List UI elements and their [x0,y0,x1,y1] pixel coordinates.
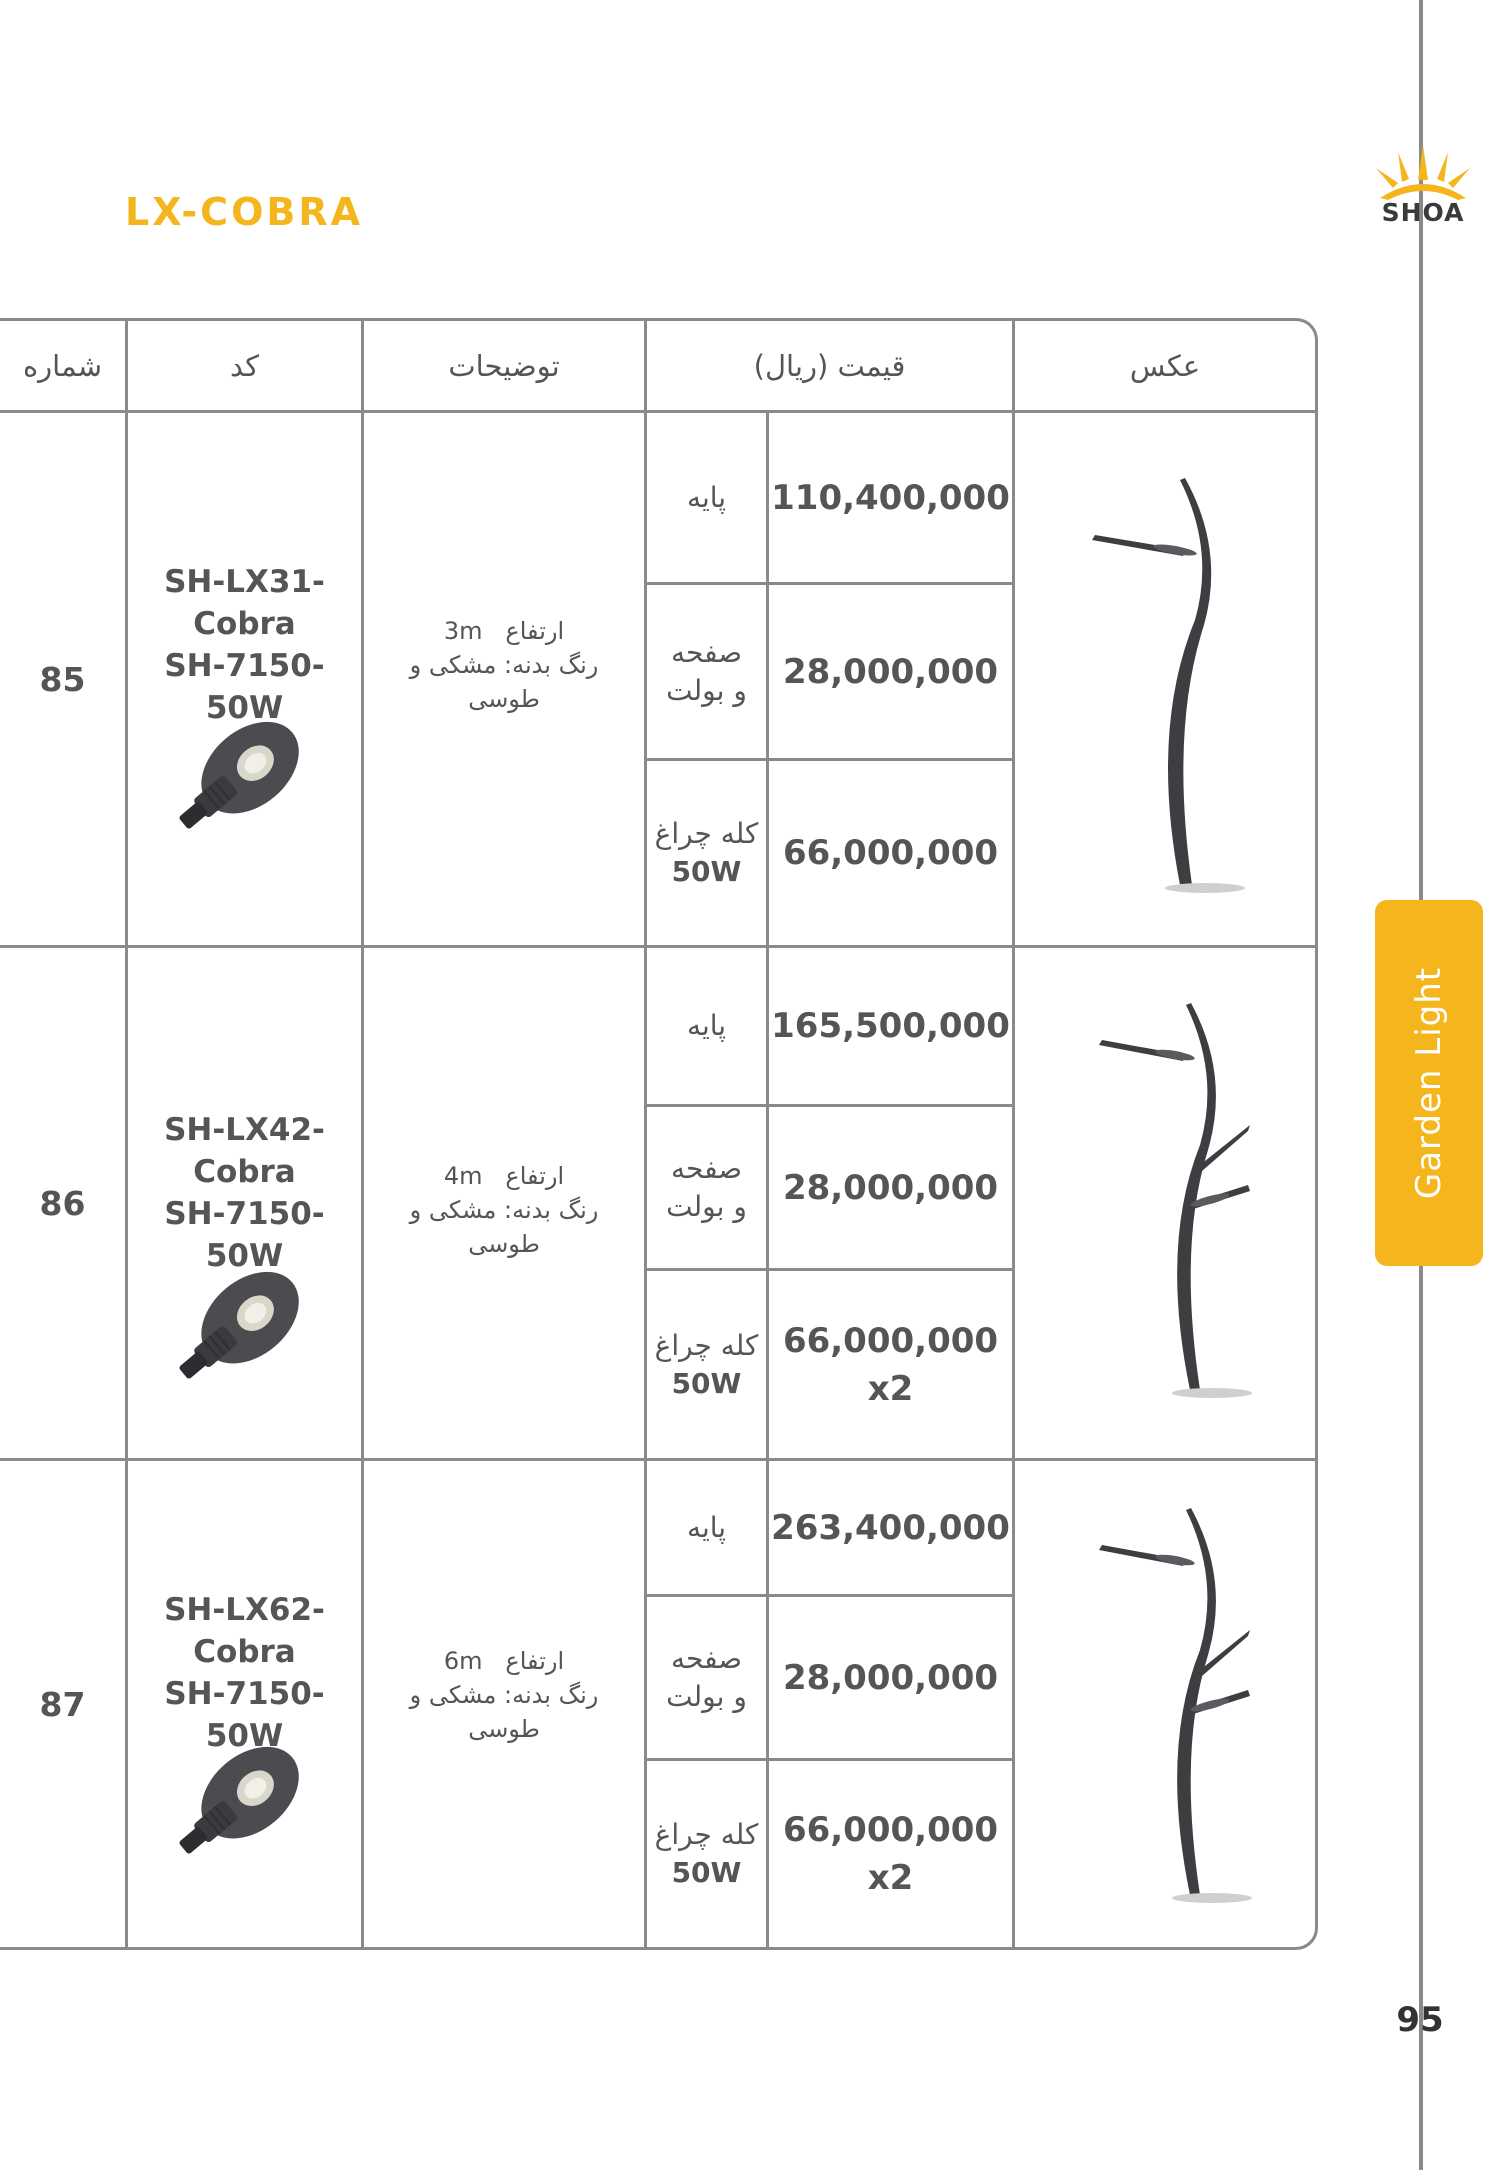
price-type-label: کله چراغ [654,1818,759,1851]
price-value [769,413,1012,582]
price-value [769,585,1012,758]
row-number: 86 [39,1183,86,1223]
header-code: کد [229,348,260,383]
page-number: 95 [1396,2000,1444,2040]
led-street-lamp-head-image [165,1740,325,1880]
price-type-label: صفحه [670,635,743,669]
column-divider [1012,318,1015,1950]
price-amount: 66,000,000 [782,1320,999,1361]
price-value [769,1597,1012,1758]
price-type-wattage: 50W [671,1366,742,1400]
price-value [769,1461,1012,1594]
height-label: ارتفاع [505,1647,565,1675]
price-multiplier: x2 [867,1858,914,1898]
product-code [128,1592,361,1754]
price-type-label: صفحه [670,1641,743,1675]
description [364,600,644,730]
price-type [647,1271,766,1458]
header-description: توضیحات [448,348,560,383]
height-value: 3m [443,617,483,645]
product-code-line2: SH-7150-50W [164,1196,325,1274]
price-type-label: پایه [686,480,727,514]
price-multiplier: x2 [867,1368,914,1409]
brand-name: SHOA [1381,198,1465,227]
product-code-line1: SH-LX31-Cobra [164,564,325,642]
description [364,1145,644,1275]
price-value [769,948,1012,1104]
price-amount: 28,000,000 [782,651,999,692]
price-amount: 263,400,000 [771,1507,1010,1548]
product-code [128,1112,361,1274]
header-photo: عکس [1129,348,1201,383]
price-type [647,413,766,582]
color-line1: رنگ بدنه: مشکی و [409,1681,599,1709]
price-type [647,1597,766,1758]
product-code-line2: SH-7150-50W [164,1676,325,1754]
product-code-line2: SH-7150-50W [164,648,325,726]
header-price: قیمت (ریال) [753,348,906,383]
led-street-lamp-head-image [165,715,325,855]
price-type-label-line2: و بولت [666,1679,747,1713]
product-code [128,564,361,726]
height-line [444,614,564,648]
height-value: 4m [443,1162,483,1190]
price-value [769,1761,1012,1947]
height-label: ارتفاع [505,617,565,645]
row-number: 85 [39,659,86,699]
price-value [769,1107,1012,1268]
price-type [647,1107,766,1268]
color-line2: طوسی [468,685,540,713]
price-value [769,761,1012,945]
price-amount: 66,000,000 [782,833,999,873]
price-type-label: صفحه [670,1151,743,1185]
price-type-label: کله چراغ [654,1328,759,1362]
cobra-pole-single-arm-image [1080,470,1260,900]
category-side-tab-label: Garden Light [1409,966,1449,1200]
product-code-line1: SH-LX42-Cobra [164,1112,325,1190]
cobra-pole-double-arm-image [1090,995,1270,1405]
price-type [647,948,766,1104]
price-type-label-line2: و بولت [666,673,747,707]
price-type [647,1761,766,1947]
color-line1: رنگ بدنه: مشکی و [409,651,599,679]
price-type [647,761,766,945]
price-type-wattage: 50W [671,1856,742,1889]
price-type-label: پایه [686,1009,727,1042]
price-amount: 165,500,000 [771,1006,1010,1046]
price-amount: 110,400,000 [771,477,1010,518]
color-line2: طوسی [468,1230,540,1258]
price-amount: 28,000,000 [782,1167,999,1208]
price-amount: 28,000,000 [782,1657,999,1698]
price-value [769,1271,1012,1458]
price-type-label: کله چراغ [654,817,759,850]
height-label: ارتفاع [505,1162,565,1190]
description [364,1630,644,1760]
page-title: LX-COBRA [125,190,364,234]
price-type-label-line2: و بولت [666,1189,747,1223]
row-number: 87 [39,1684,86,1724]
led-street-lamp-head-image [165,1265,325,1405]
price-type-label: پایه [686,1510,727,1544]
header-number: شماره [22,348,103,383]
price-type [647,585,766,758]
price-amount: 66,000,000 [782,1810,999,1850]
category-side-tab [1375,900,1483,1266]
price-type [647,1461,766,1594]
price-type-wattage: 50W [671,855,742,888]
product-code-line1: SH-LX62-Cobra [164,1592,325,1670]
height-value: 6m [443,1647,483,1675]
height-line [444,1644,564,1678]
height-line [444,1159,564,1193]
color-line2: طوسی [468,1715,540,1743]
cobra-pole-double-arm-image [1090,1500,1270,1910]
color-line1: رنگ بدنه: مشکی و [409,1196,599,1224]
